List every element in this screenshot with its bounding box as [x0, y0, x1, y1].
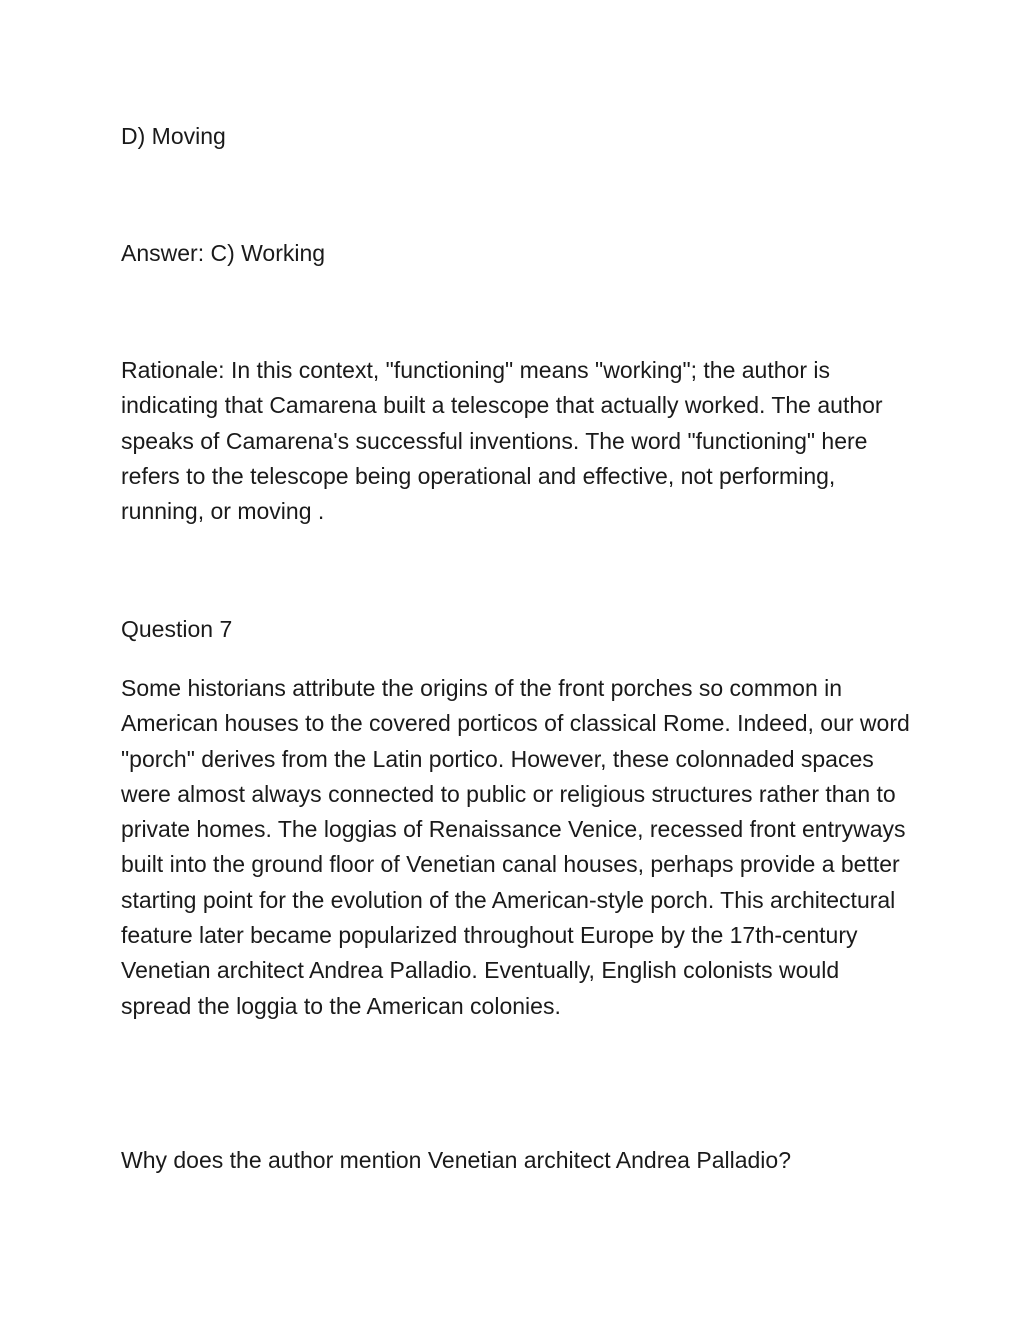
question-heading: Question 7: [121, 616, 233, 642]
rationale-paragraph: Rationale: In this context, "functioning" means "working"; the author is indicating that Camarena built a telescope that actually worked. The author speaks of Camarena's successful inventions. The word "functioning" here refers to the telescope being operational and effective, not performing, running, or moving .: [121, 357, 883, 525]
answer-line: Answer: C) Working: [121, 240, 326, 266]
answer-option-d: D) Moving: [121, 123, 226, 149]
question-prompt: Why does the author mention Venetian architect Andrea Palladio?: [121, 1147, 791, 1173]
passage-paragraph: Some historians attribute the origins of the front porches so common in American houses to the covered porticos of classical Rome. Indeed, our word "porch" derives from the Latin portico. However, these colonnaded spaces were almost always connected to public or religious structures rather than to private homes. The loggias of Renaissance Venice, recessed front entryways built into the ground floor of Venetian canal houses, perhaps provide a better starting point for the evolution of the American-style porch. This architectural feature later became popularized throughout Europe by the 17th-century Venetian architect Andrea Palladio. Eventually, English colonists would spread the loggia to the American colonies.: [121, 675, 910, 1019]
